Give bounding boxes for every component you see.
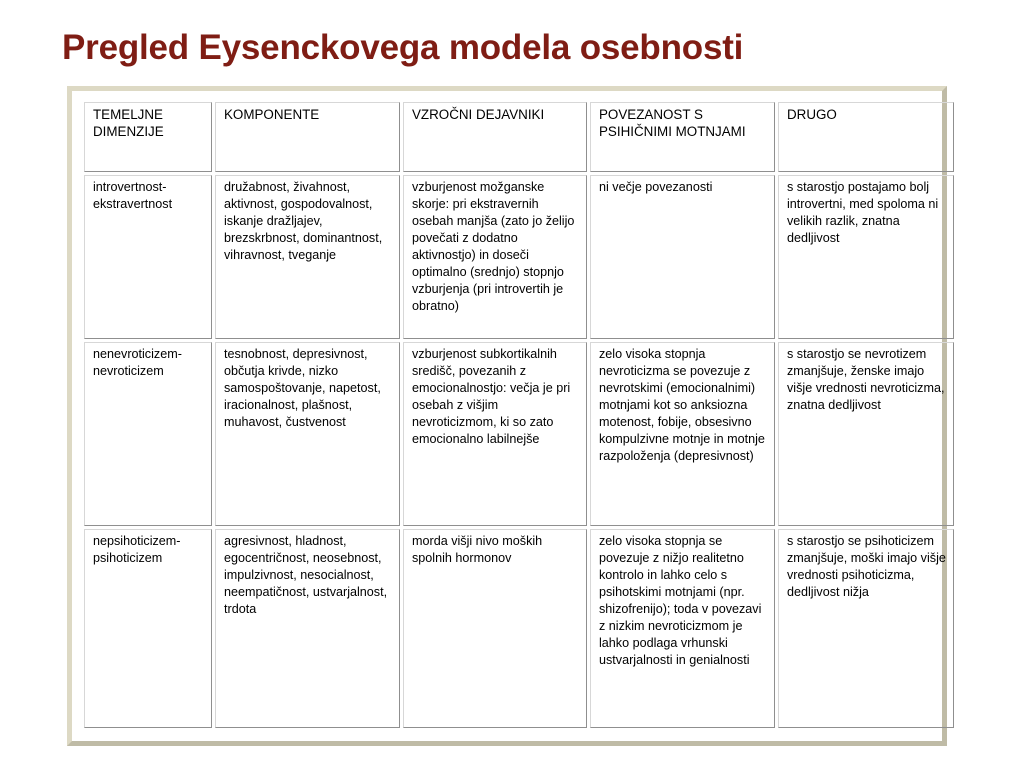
table-cell: družabnost, živahnost, aktivnost, gospodovalnost, iskanje dražljajev, brezskrbnost, dominantnost, vihravnost, tveganje bbox=[215, 175, 400, 339]
table-cell: nepsihoticizem-psihoticizem bbox=[84, 529, 212, 728]
table-cell: vzburjenost subkortikalnih središč, povezanih z emocionalnostjo: večja je pri osebah z višjim nevroticizmom, ki so zato emocionalno labilnejše bbox=[403, 342, 587, 526]
table-cell: zelo visoka stopnja se povezuje z nižjo realitetno kontrolo in lahko celo s psihotskimi motnjami (npr. shizofrenijo); toda v povezavi z nizkim nevroticizmom je lahko podlaga vrhunski ustvarjalnosti in genialnosti bbox=[590, 529, 775, 728]
table-frame bbox=[67, 86, 947, 746]
table-cell: agresivnost, hladnost, egocentričnost, neosebnost, impulzivnost, nesocialnost, neempatičnost, ustvarjalnost, trdota bbox=[215, 529, 400, 728]
header-cell-causal-factors: VZROČNI DEJAVNIKI bbox=[403, 102, 587, 172]
header-cell-other: DRUGO bbox=[778, 102, 954, 172]
table-row bbox=[84, 529, 954, 728]
eysenck-model-table bbox=[81, 99, 957, 731]
table-cell: morda višji nivo moških spolnih hormonov bbox=[403, 529, 587, 728]
table-cell: ni večje povezanosti bbox=[590, 175, 775, 339]
table-row bbox=[84, 175, 954, 339]
table-cell: s starostjo se nevrotizem zmanjšuje, ženske imajo višje vrednosti nevroticizma, znatna dedljivost bbox=[778, 342, 954, 526]
table-cell: nenevroticizem-nevroticizem bbox=[84, 342, 212, 526]
table-cell: s starostjo postajamo bolj introvertni, med spoloma ni velikih razlik, znatna dedljivost bbox=[778, 175, 954, 339]
slide-title: Pregled Eysenckovega modela osebnosti bbox=[62, 28, 744, 67]
table-cell: tesnobnost, depresivnost, občutja krivde, nizko samospoštovanje, napetost, iracionalnost, plašnost, muhavost, čustvenost bbox=[215, 342, 400, 526]
table-row bbox=[84, 342, 954, 526]
table-cell: s starostjo se psihoticizem zmanjšuje, moški imajo višje vrednosti psihoticizma, dedljivost nižja bbox=[778, 529, 954, 728]
header-cell-components: KOMPONENTE bbox=[215, 102, 400, 172]
table-cell: zelo visoka stopnja nevroticizma se povezuje z nevrotskimi (emocionalnimi) motnjami kot so anksiozna motenost, fobije, obsesivno kompulzivne motnje in motnje razpoloženja (depresivnost) bbox=[590, 342, 775, 526]
header-row bbox=[84, 102, 954, 172]
header-cell-dimensions: TEMELJNE DIMENZIJE bbox=[84, 102, 212, 172]
header-cell-disorders: POVEZANOST S PSIHIČNIMI MOTNJAMI bbox=[590, 102, 775, 172]
table-cell: vzburjenost možganske skorje: pri ekstravernih osebah manjša (zato jo želijo povečati z dodatno aktivnostjo) in doseči optimalno (srednjo) stopnjo vzburjenja (pri introvertih je obratno) bbox=[403, 175, 587, 339]
table-cell: introvertnost-ekstravertnost bbox=[84, 175, 212, 339]
